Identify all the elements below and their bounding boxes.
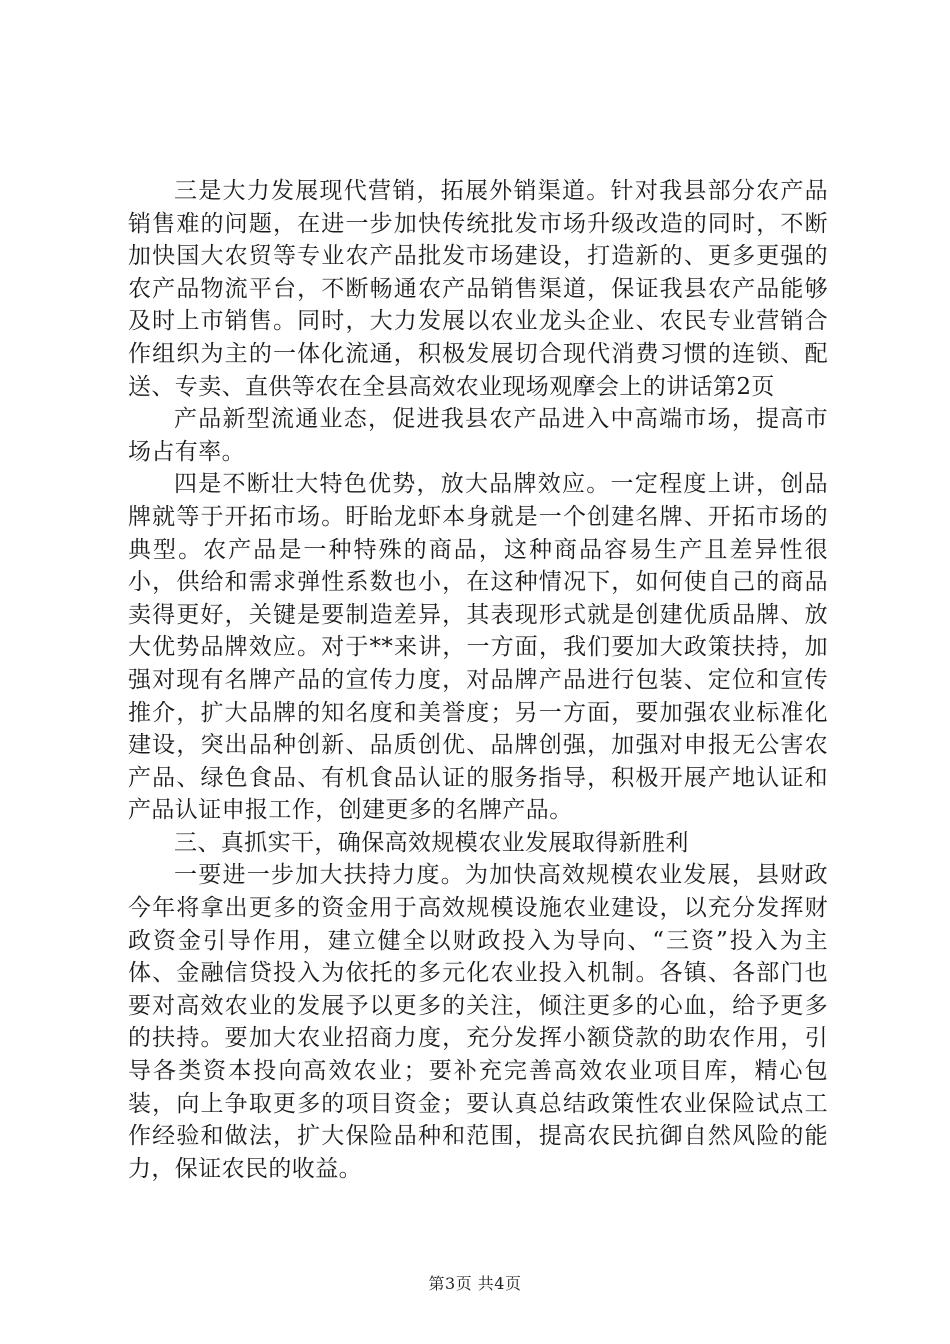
page-number-footer: 第3页 共4页: [428, 1274, 522, 1293]
paragraph-marketing: 三是大力发展现代营销，拓展外销渠道。针对我县部分农产品销售难的问题，在进一步加快传统批发市场升级改造的同时，不断加快国大农贸等专业农产品批发市场建设，打造新的、更多更强的农产品物流平台，不断畅通农产品销售渠道，保证我县农产品能够及时上市销售。同时，大力发展以农业龙头企业、农民专业营销合作组织为主的一体化流通，积极发展切合现代消费习惯的连锁、配送、专卖、直供等农在全县高效农业现场观摩会上的讲话第2页: [128, 178, 828, 400]
paragraph-circulation: 产品新型流通业态，促进我县农产品进入中高端市场，提高市场占有率。: [128, 406, 828, 465]
paragraph-support: 一要进一步加大扶持力度。为加快高效规模农业发展，县财政今年将拿出更多的资金用于高效规模设施农业建设，以充分发挥财政资金引导作用，建立健全以财政投入为导向、“三资”投入为主体、金融信贷投入为依托的多元化农业投入机制。各镇、各部门也要对高效农业的发展予以更多的关注，倾注更多的心血，给予更多的扶持。要加大农业招商力度，充分发挥小额贷款的助农作用，引导各类资本投向高效农业；要补充完善高效农业项目库，精心包装，向上争取更多的项目资金；要认真总结政策性农业保险试点工作经验和做法，扩大保险品种和范围，提高农民抗御自然风险的能力，保证农民的收益。: [128, 862, 828, 1182]
paragraph-brand: 四是不断壮大特色优势，放大品牌效应。一定程度上讲，创品牌就等于开拓市场。盱眙龙虾本身就是一个创建名牌、开拓市场的典型。农产品是一种特殊的商品，这种商品容易生产且差异性很小，供给和需求弹性系数也小，在这种情况下，如何使自己的商品卖得更好，关键是要制造差异，其表现形式就是创建优质品牌、放大优势品牌效应。对于**来讲，一方面，我们要加大政策扶持，加强对现有名牌产品的宣传力度，对品牌产品进行包装、定位和宣传推介，扩大品牌的知名度和美誉度；另一方面，要加强农业标准化建设，突出品种创新、品质创优、品牌创强，加强对申报无公害农产品、绿色食品、有机食品认证的服务指导，积极开展产地认证和产品认证申报工作，创建更多的名牌产品。: [128, 471, 828, 824]
section-heading: 三、真抓实干，确保高效规模农业发展取得新胜利: [174, 829, 689, 856]
document-body: [128, 175, 828, 1185]
